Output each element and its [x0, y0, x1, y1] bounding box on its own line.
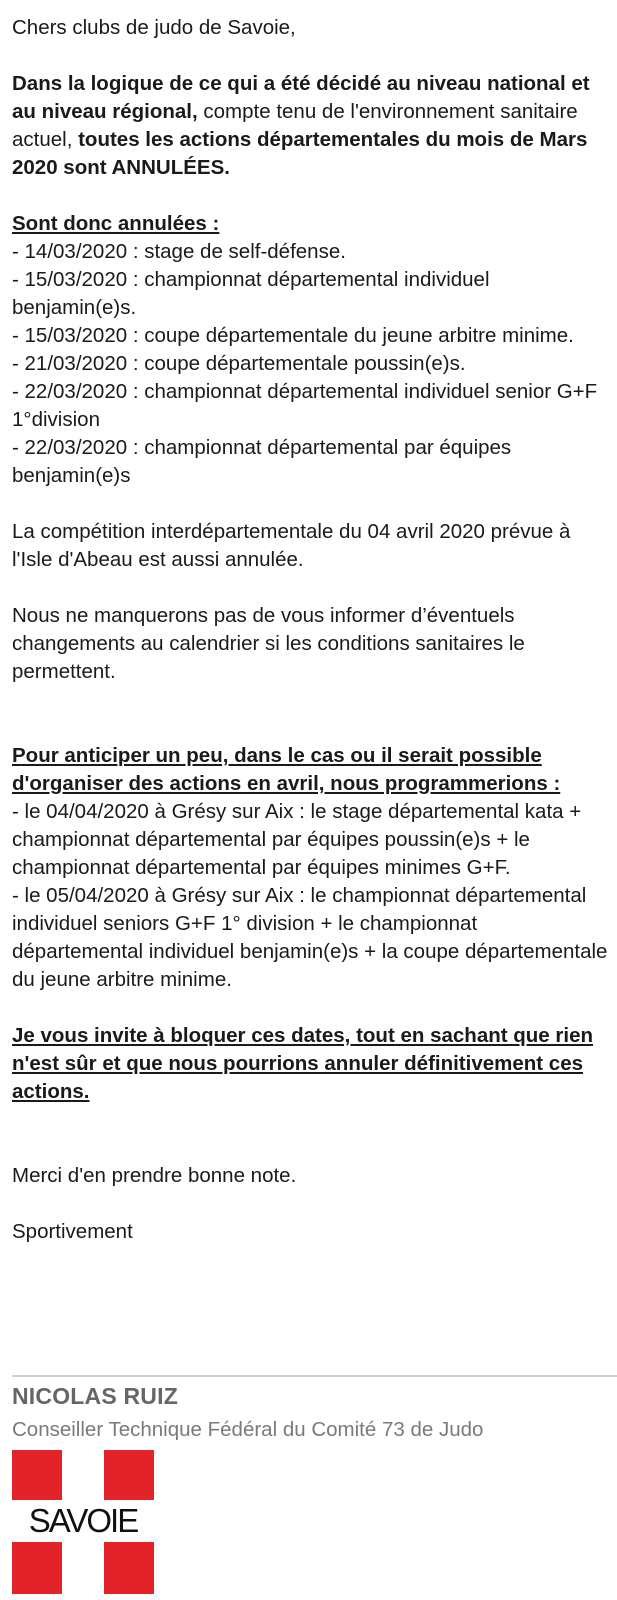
logo-square-top-left	[12, 1450, 62, 1500]
signature-role: Conseiller Technique Fédéral du Comité 73 de Judo	[12, 1418, 484, 1441]
inform-paragraph: Nous ne manquerons pas de vous informer d’éventuels changements au calendrier si les conditions sanitaires le permettent.	[12, 604, 525, 683]
logo-square-top-right	[104, 1450, 154, 1500]
closing-line: Sportivement	[12, 1220, 133, 1243]
cancelled-item: - 22/03/2020 : championnat départemental par équipes benjamin(e)s	[12, 436, 512, 487]
cancelled-item: - 14/03/2020 : stage de self-défense.	[12, 240, 346, 263]
signature-divider	[12, 1375, 617, 1377]
cancelled-item: - 15/03/2020 : championnat départemental individuel benjamin(e)s.	[12, 268, 490, 319]
logo-text: SAVOIE	[28, 1502, 138, 1539]
cancelled-heading: Sont donc annulées :	[12, 212, 220, 235]
intro-normal: compte tenu de l'environnement sanitaire actuel,	[12, 100, 578, 151]
logo-square-bottom-right	[104, 1542, 154, 1594]
email-body	[12, 14, 612, 1246]
greeting: Chers clubs de judo de Savoie,	[12, 16, 296, 39]
intro-bold-2: toutes les actions départementales du mois de Mars 2020 sont ANNULÉES.	[12, 128, 588, 179]
anticipate-item: - le 04/04/2020 à Grésy sur Aix : le stage départemental kata + championnat départemental par équipes poussin(e)s + le championnat départemental par équipes minimes G+F.	[12, 800, 582, 879]
savoie-logo	[12, 1450, 157, 1600]
intro-bold-1: Dans la logique de ce qui a été décidé au niveau national et au niveau régional,	[12, 72, 590, 123]
signature-name: NICOLAS RUIZ	[12, 1383, 178, 1409]
anticipate-item: - le 05/04/2020 à Grésy sur Aix : le championnat départemental individuel seniors G+F 1° division + le championnat départemental individuel benjamin(e)s + la coupe départementale du jeune arbitre minime.	[12, 884, 608, 991]
block-dates-paragraph: Je vous invite à bloquer ces dates, tout en sachant que rien n'est sûr et que nous pourrions annuler définitivement ces actions.	[12, 1024, 593, 1103]
anticipate-heading: Pour anticiper un peu, dans le cas ou il serait possible d'organiser des actions en avril, nous programmerions :	[12, 744, 561, 795]
cancelled-item: - 22/03/2020 : championnat départemental individuel senior G+F 1°division	[12, 380, 598, 431]
cancelled-item: - 21/03/2020 : coupe départementale poussin(e)s.	[12, 352, 466, 375]
thanks-line: Merci d'en prendre bonne note.	[12, 1164, 297, 1187]
logo-square-bottom-left	[12, 1542, 62, 1594]
cancelled-item: - 15/03/2020 : coupe départementale du jeune arbitre minime.	[12, 324, 574, 347]
intro-paragraph	[12, 70, 612, 182]
interdept-paragraph: La compétition interdépartementale du 04 avril 2020 prévue à l'Isle d'Abeau est aussi annulée.	[12, 520, 571, 571]
